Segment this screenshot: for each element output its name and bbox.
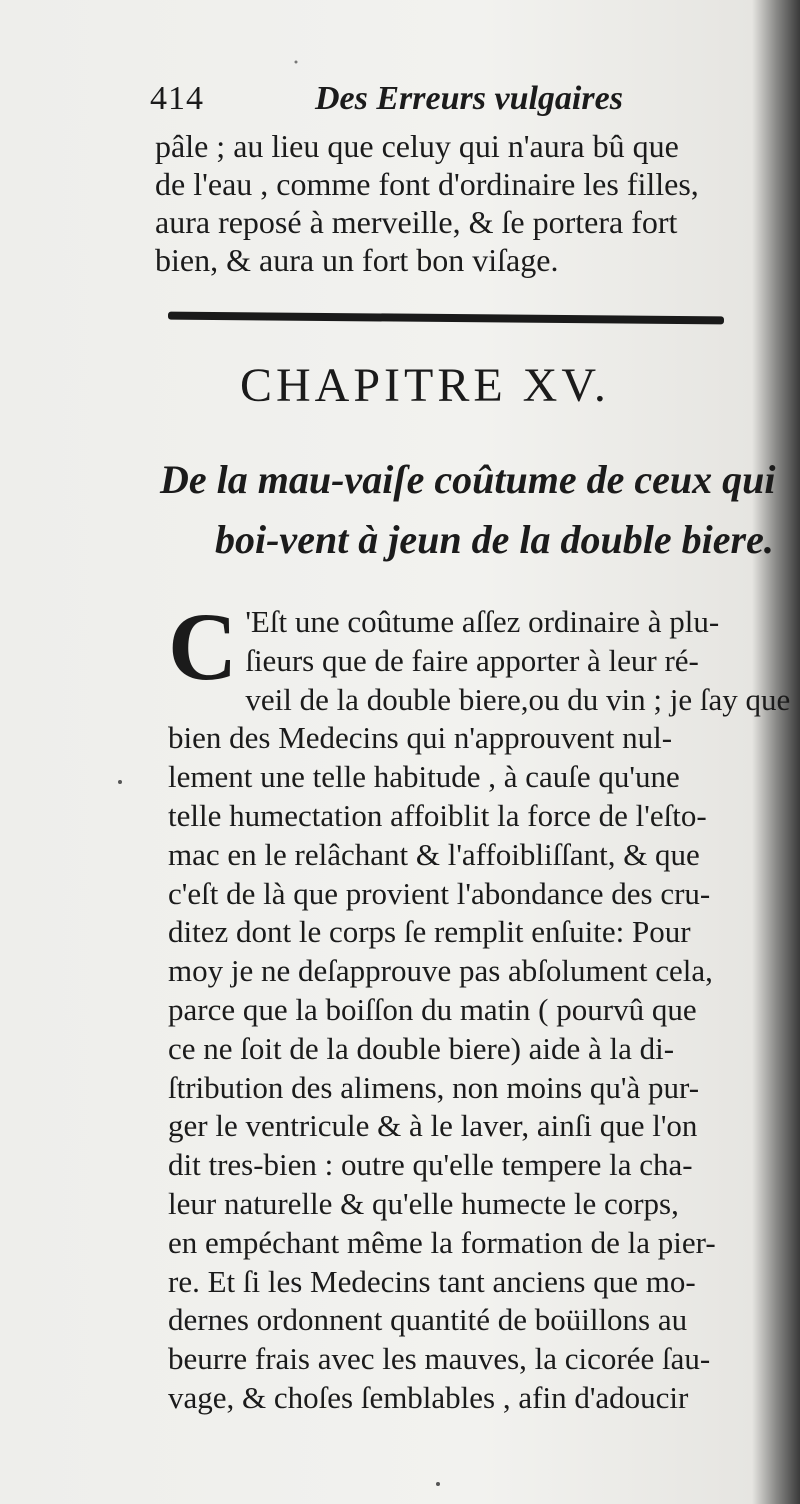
body-line: leur naturelle & qu'elle humecte le corps,: [168, 1185, 679, 1221]
body-line: en empéchant même la formation de la pier-: [168, 1224, 716, 1260]
speck: [436, 1482, 440, 1486]
chapter-subtitle-line: boi-vent à jeun de la double biere.: [215, 517, 774, 562]
body-line: moy je ne deſapprouve pas abſolument cela,: [168, 953, 713, 989]
chapter-heading: CHAPITRE XV.: [240, 359, 610, 412]
body-line: ſtribution des alimens, non moins qu'à pur-: [168, 1069, 700, 1105]
speck: [118, 780, 122, 784]
running-title: Des Erreurs vulgaires: [315, 80, 623, 117]
text-line: bien, & aura un fort bon viſage.: [155, 242, 559, 278]
body-line: ditez dont le corps ſe remplit enſuite: Pour: [168, 914, 691, 950]
body-line: veil de la double biere,ou du vin ; je ſay que: [245, 681, 791, 717]
body-line: telle humectation affoiblit la force de l'eſto-: [168, 797, 707, 833]
body-line: 'Eſt une coûtume aſſez ordinaire à plu-: [245, 604, 720, 639]
body-line: re. Et ſi les Medecins tant anciens que mo-: [168, 1263, 696, 1299]
text-line: pâle ; au lieu que celuy qui n'aura bû que: [155, 128, 679, 164]
text-line: aura reposé à merveille, & ſe portera fort: [155, 204, 678, 240]
speck: [295, 61, 298, 64]
body-line: lement une telle habitude , à cauſe qu'une: [168, 759, 680, 795]
body-line: dernes ordonnent quantité de boüillons au: [168, 1302, 688, 1338]
body-line: ce ne ſoit de la double biere) aide à la di-: [168, 1030, 675, 1066]
body-line: c'eſt de là que provient l'abondance des cru-: [168, 875, 711, 911]
body-line: vage, & choſes ſemblables , afin d'adoucir: [168, 1379, 689, 1415]
body-line: bien des Medecins qui n'approuvent nul-: [168, 720, 673, 756]
body-line: ger le ventricule & à le laver, ainſi que l'on: [168, 1108, 698, 1144]
body-line: ſieurs que de faire apporter à leur ré-: [245, 642, 699, 678]
body-line: parce que la boiſſon du matin ( pourvû que: [168, 991, 697, 1027]
text-line: de l'eau , comme font d'ordinaire les filles,: [155, 166, 699, 202]
drop-cap: C: [168, 593, 238, 700]
body-line: mac en le relâchant & l'affoibliſſant, & que: [168, 836, 700, 872]
body-line: dit tres-bien : outre qu'elle tempere la cha-: [168, 1147, 693, 1183]
chapter-subtitle-line: De la mau-vaiſe coûtume de ceux qui: [160, 457, 776, 502]
body-line: beurre frais avec les mauves, la cicorée ſau-: [168, 1341, 711, 1377]
page-number: 414: [150, 80, 204, 117]
